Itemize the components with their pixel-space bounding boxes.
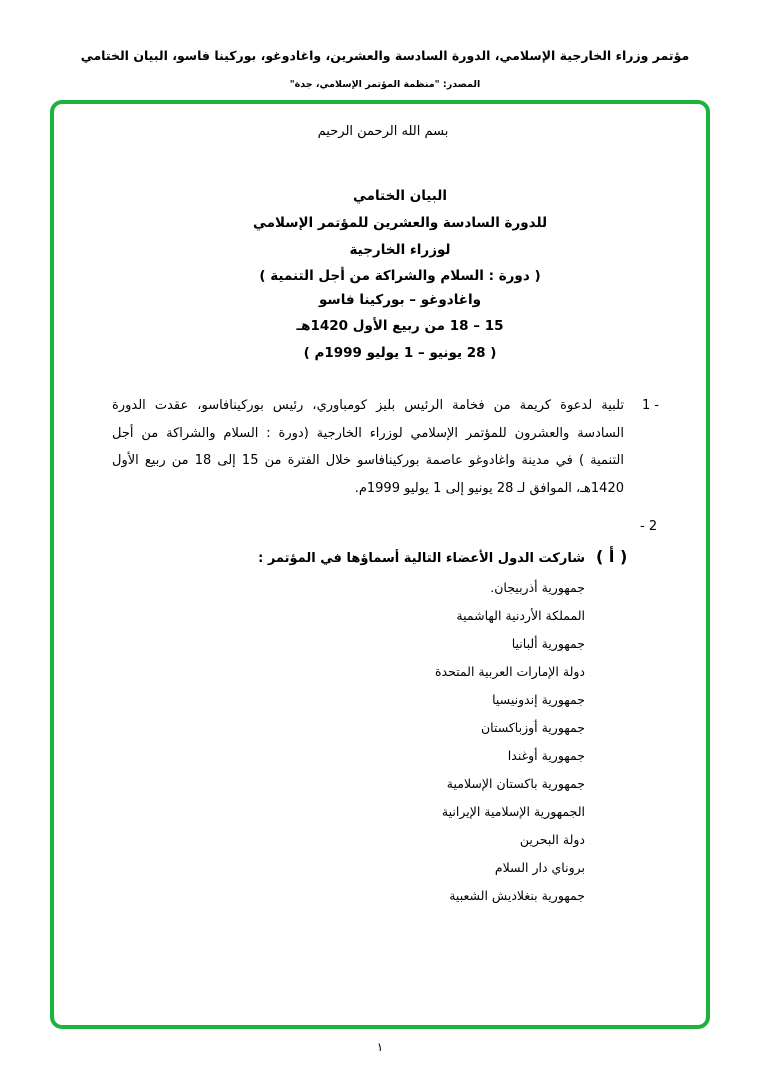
page-number: ١ (376, 1040, 384, 1054)
title-line: لوزراء الخارجية (349, 242, 451, 258)
country-item: الجمهورية الإسلامية الإيرانية (441, 804, 585, 819)
basmala: بسم الله الرحمن الرحيم (317, 124, 449, 139)
title-line: للدورة السادسة والعشرين للمؤتمر الإسلامي (252, 215, 548, 231)
paragraph-line: السادسة والعشرون للمؤتمر الإسلامي لوزراء الخارجية (دورة : السلام والشراكة من أجل (112, 426, 624, 441)
paragraph-line: 1420هـ، الموافق لـ 28 يونيو إلى 1 يوليو 1999م. (354, 481, 624, 496)
title-line: ( 28 يونيو – 1 يوليو 1999م ) (303, 345, 497, 361)
country-item: جمهورية ألبانيا (511, 636, 585, 651)
item-number: - 2 (640, 519, 658, 534)
country-item: بروناي دار السلام (494, 860, 585, 875)
country-item: جمهورية أذربيجان. (490, 580, 585, 595)
item-number: 1 - (642, 398, 660, 413)
title-line: ( دورة : السلام والشراكة من أجل التنمية ) (259, 268, 541, 284)
country-item: جمهورية إندونيسيا (492, 692, 585, 707)
title-line: البيان الختامي (352, 188, 448, 204)
country-item: جمهورية أوغندا (507, 748, 585, 763)
paragraph-line: التنمية ) في مدينة واغادوغو عاصمة بوركينافاسو خلال الفترة من 15 إلى 18 من ربيع الأول (112, 453, 624, 468)
document-header-title: مؤتمر وزراء الخارجية الإسلامي، الدورة السادسة والعشرين، واغادوغو، بوركينا فاسو، البيان الختامي (80, 48, 690, 63)
country-item: المملكة الأردنية الهاشمية (456, 608, 585, 623)
sub-item-heading: شاركت الدول الأعضاء التالية أسماؤها في المؤتمر : (258, 551, 585, 566)
country-item: جمهورية أوزباكستان (480, 720, 585, 735)
paragraph-line: تلبية لدعوة كريمة من فخامة الرئيس بليز كومباوري، رئيس بوركينافاسو، عقدت الدورة (112, 398, 624, 413)
sub-item-label: ( أ ) (596, 547, 628, 566)
country-item: جمهورية باكستان الإسلامية (446, 776, 585, 791)
document-source: المصدر: "منظمة المؤتمر الإسلامي، جدة" (289, 79, 481, 90)
country-item: دولة البحرين (519, 832, 585, 847)
title-line: 15 – 18 من ربيع الأول 1420هـ (296, 318, 504, 334)
title-line: واغادوغو – بوركينا فاسو (318, 292, 482, 308)
country-item: دولة الإمارات العربية المتحدة (434, 664, 585, 679)
country-item: جمهورية بنغلاديش الشعبية (449, 888, 585, 903)
